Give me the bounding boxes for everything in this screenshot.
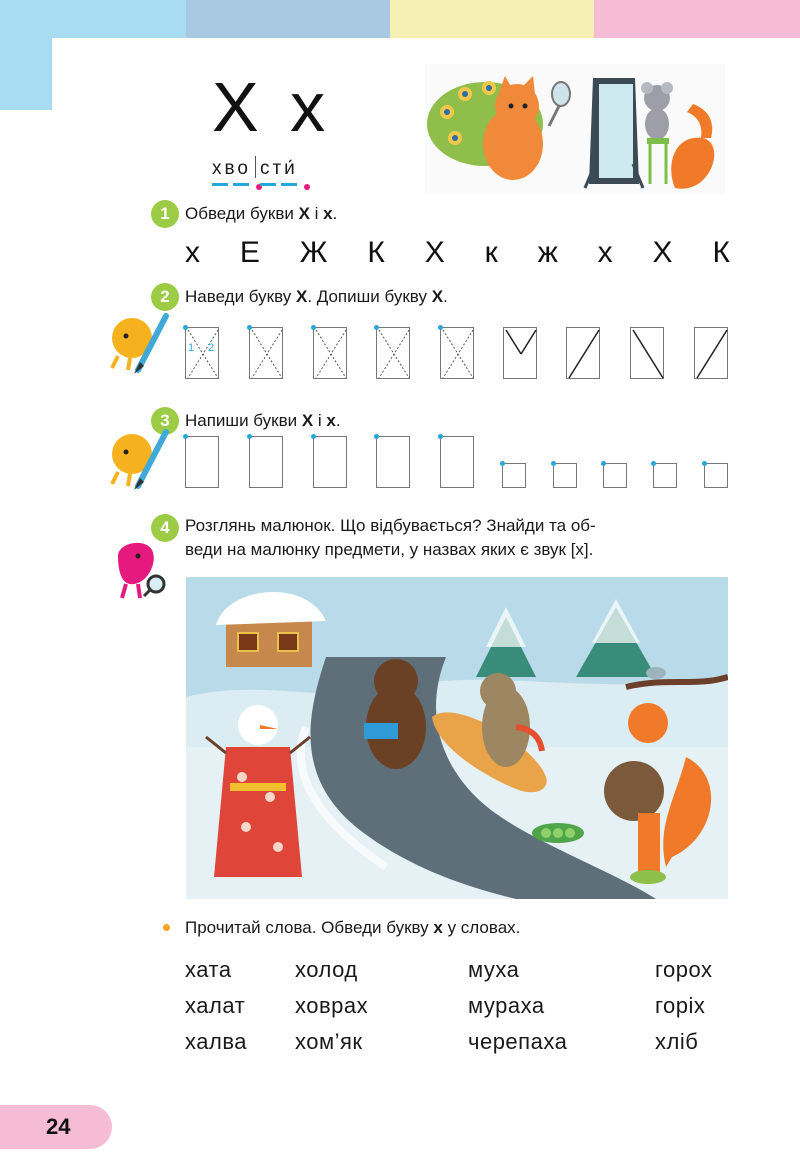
word-item[interactable]: хліб [655,1029,699,1054]
winter-scene-illustration [186,577,728,899]
word-row [185,988,745,1024]
word-item[interactable]: горіх [655,993,706,1018]
writing-cell-capital[interactable] [376,436,410,488]
tracing-cell[interactable] [313,327,347,379]
letter-item[interactable]: К [367,236,385,269]
writing-cell[interactable] [503,327,537,379]
word-item[interactable]: муха [468,957,520,982]
page-number: 24 [0,1105,112,1149]
lesson-letters: X x [212,68,332,146]
word-item[interactable]: горох [655,957,713,982]
header-stripe-yellow [390,0,594,38]
writing-cell-capital[interactable] [440,436,474,488]
task-2-number: 2 [151,283,179,311]
task-1-letter-row [185,236,730,270]
header-stripe-blue [0,0,186,38]
tracing-cell[interactable]: 1 2 [185,327,219,379]
task-4-number: 4 [151,514,179,542]
writing-cell-small[interactable] [553,463,577,488]
writing-cell-small[interactable] [603,463,627,488]
header-stripe-pink [594,0,800,38]
letter-item[interactable]: к [484,236,498,269]
writing-cell[interactable] [566,327,600,379]
tracing-cell[interactable] [440,327,474,379]
bullet-dot [163,924,170,931]
writing-cell-small[interactable] [502,463,526,488]
writing-cell-capital[interactable] [249,436,283,488]
letter-item[interactable]: ж [537,236,558,269]
peacock-cat-mirror-illustration [425,64,725,194]
magnifier-mascot-icon [112,536,170,600]
word-item[interactable]: халва [185,1029,248,1054]
letter-item[interactable]: К [712,236,730,269]
corner-decoration [0,38,52,110]
writing-cell-capital[interactable] [185,436,219,488]
writing-cell[interactable] [694,327,728,379]
syllable-separator [255,156,256,178]
word-item[interactable]: хом’як [295,1029,363,1054]
word-grid [185,952,745,1060]
task-3-number: 3 [151,407,179,435]
letter-item[interactable]: Ж [299,236,328,269]
tracing-x-guide [186,328,220,380]
syllable-1: хво [212,158,251,180]
task-3-instruction: Напиши букви Х і х. [185,411,341,430]
word-row [185,1024,745,1060]
task-4-instruction: Розглянь малюнок. Що відбувається? Знайди та об- веди на малюнку предмети, у назвах яких є звук [х]. [185,516,596,559]
tracing-cell[interactable] [376,327,410,379]
syllable-2: сти́ [260,158,298,180]
word-item[interactable]: хата [185,957,232,982]
word-item[interactable]: халат [185,993,246,1018]
writing-cell-small[interactable] [653,463,677,488]
letter-item[interactable]: х [185,236,200,269]
letter-item[interactable]: Е [239,236,260,269]
syllable-scheme [212,156,298,180]
writing-cell[interactable] [630,327,664,379]
letter-item[interactable]: х [597,236,613,269]
writing-cell-small[interactable] [704,463,728,488]
word-item[interactable]: холод [295,957,358,982]
word-item[interactable]: ховрах [295,993,369,1018]
pencil-mascot-icon [108,426,170,490]
letter-item[interactable]: Х [652,236,673,269]
tracing-cell[interactable] [249,327,283,379]
task-1-instruction: Обведи букви Х і х. [185,204,338,223]
word-item[interactable]: мураха [468,993,545,1018]
word-item[interactable]: черепаха [468,1029,568,1054]
writing-cell-capital[interactable] [313,436,347,488]
reading-instruction: Прочитай слова. Обведи букву х у словах. [185,918,521,937]
letter-item[interactable]: Х [424,236,445,269]
task-2-instruction: Наведи букву Х. Допиши букву Х. [185,287,448,306]
pencil-mascot-icon [108,310,170,374]
word-row [185,952,745,988]
task-1-number: 1 [151,200,179,228]
header-stripe-steel [186,0,390,38]
